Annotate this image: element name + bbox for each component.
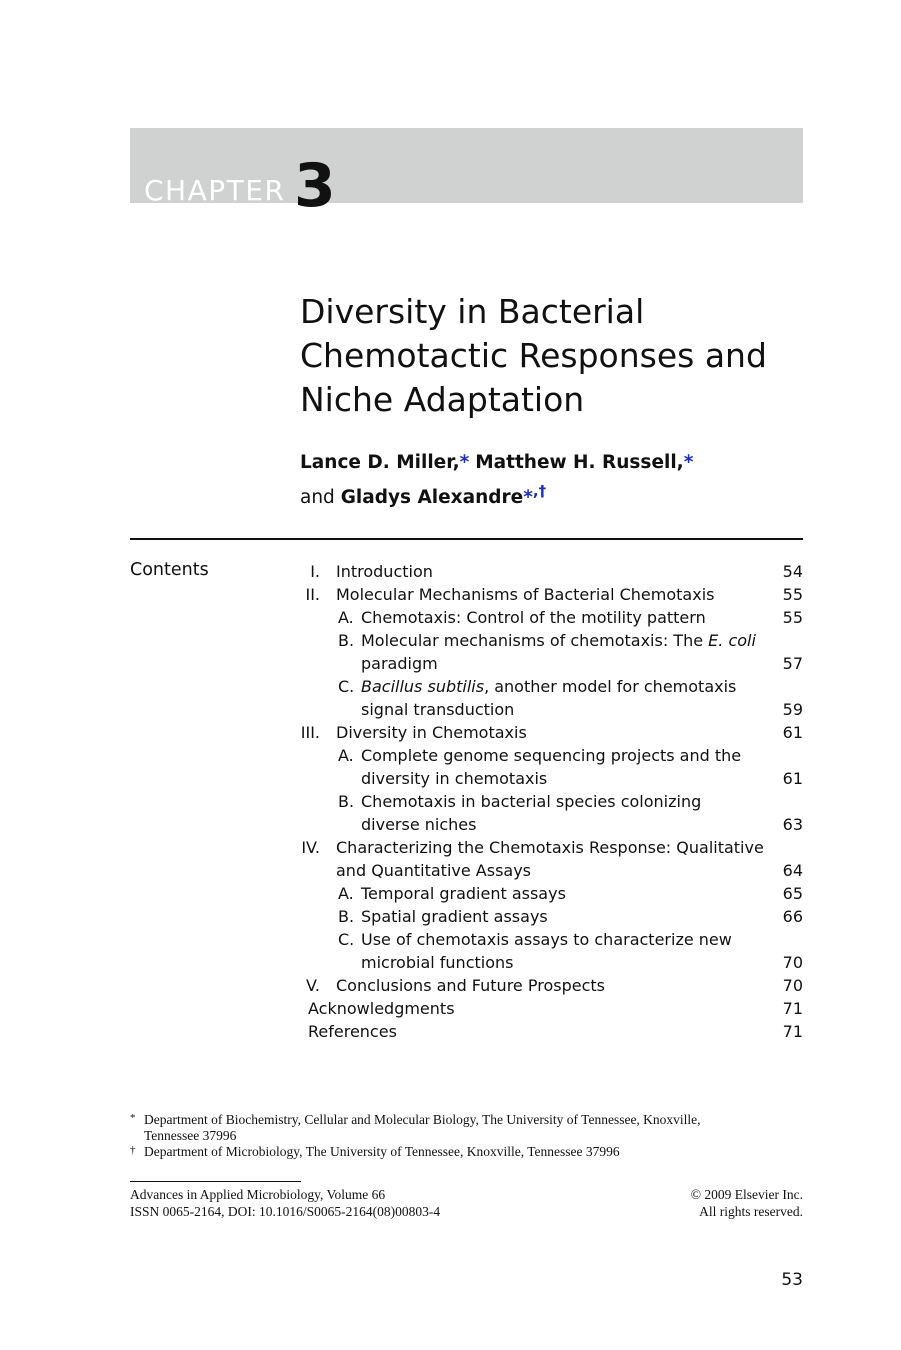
author-list (300, 448, 693, 512)
toc-title: Molecular mechanisms of chemotaxis: The E. coli (361, 631, 756, 650)
toc-entry[interactable] (300, 882, 803, 905)
affiliation-mark[interactable]: * (523, 487, 533, 509)
affiliation-mark[interactable]: † (538, 482, 547, 500)
toc-title: Conclusions and Future Prospects (336, 976, 605, 995)
title-line-2: Chemotactic Responses and (300, 336, 767, 375)
title-line-1: Diversity in Bacterial (300, 292, 645, 331)
toc-number: B. (338, 792, 355, 811)
toc-entry[interactable] (300, 767, 803, 790)
publication-left (130, 1186, 440, 1220)
toc-page-number: 61 (782, 723, 803, 742)
title-line-3: Niche Adaptation (300, 380, 585, 419)
toc-page-number: 57 (782, 654, 803, 673)
toc-number: C. (338, 930, 355, 949)
toc-title: Spatial gradient assays (361, 907, 548, 926)
toc-title: diverse niches (361, 815, 477, 834)
affiliation-mark[interactable]: * (683, 452, 694, 473)
toc-entry[interactable] (300, 721, 803, 744)
toc-page-number: 55 (782, 608, 803, 627)
toc-page-number: 70 (782, 953, 803, 972)
toc-entry[interactable] (300, 905, 803, 928)
author-name: Lance D. Miller, (300, 452, 460, 473)
affiliation-separator: , (532, 482, 539, 500)
toc-entry[interactable] (300, 928, 803, 951)
author-name: Matthew H. Russell, (475, 452, 684, 473)
toc-title: Chemotaxis in bacterial species colonizing (361, 792, 702, 811)
toc-entry[interactable] (300, 744, 803, 767)
toc-title: Temporal gradient assays (361, 884, 566, 903)
chapter-number: 3 (294, 151, 336, 221)
toc-page-number: 66 (782, 907, 803, 926)
copyright: © 2009 Elsevier Inc. (690, 1187, 803, 1202)
toc-title: and Quantitative Assays (336, 861, 532, 880)
toc-title: Characterizing the Chemotaxis Response: Qualitative (336, 838, 764, 857)
toc-page-number: 71 (782, 1022, 803, 1041)
footnote-symbol: * (130, 1112, 136, 1124)
toc-title: Diversity in Chemotaxis (336, 723, 527, 742)
toc-number: B. (338, 631, 355, 650)
toc-entry[interactable] (300, 951, 803, 974)
toc-entry[interactable] (300, 698, 803, 721)
toc-number: IV. (301, 838, 320, 857)
contents-heading: Contents (130, 560, 209, 580)
toc-title: paradigm (361, 654, 438, 673)
page-number: 53 (781, 1270, 803, 1290)
toc-number: II. (305, 585, 320, 604)
footnotes (130, 1112, 803, 1160)
toc-page-number: 70 (782, 976, 803, 995)
toc-title: microbial functions (361, 953, 514, 972)
toc-entry[interactable] (300, 1020, 803, 1043)
toc-entry[interactable] (300, 606, 803, 629)
toc-title: References (308, 1022, 397, 1041)
toc-number: B. (338, 907, 355, 926)
toc-title: Molecular Mechanisms of Bacterial Chemotaxis (336, 585, 715, 604)
toc-entry[interactable] (300, 836, 803, 859)
toc-title: Complete genome sequencing projects and the (361, 746, 742, 765)
toc-title: diversity in chemotaxis (361, 769, 548, 788)
toc-page-number: 59 (782, 700, 803, 719)
toc-number: A. (338, 608, 354, 627)
toc-number: A. (338, 746, 354, 765)
toc-title: Bacillus subtilis, another model for chemotaxis (361, 677, 737, 696)
chapter-label: CHAPTER (144, 174, 286, 207)
footnote-text: Department of Biochemistry, Cellular and Molecular Biology, The University of Tennessee, Knoxville, (144, 1112, 701, 1127)
footnote-divider (130, 1181, 301, 1182)
toc-number: C. (338, 677, 355, 696)
toc-number: A. (338, 884, 354, 903)
footnote (130, 1144, 803, 1160)
toc-title: Chemotaxis: Control of the motility pattern (361, 608, 706, 627)
toc-entry[interactable] (300, 997, 803, 1020)
toc-entry[interactable] (300, 974, 803, 997)
toc-number: I. (310, 562, 320, 581)
author-name: Gladys Alexandre (340, 487, 524, 509)
toc-title: signal transduction (361, 700, 515, 719)
footnote-symbol: † (130, 1144, 136, 1156)
toc-entry[interactable] (300, 859, 803, 882)
toc-entry[interactable] (300, 652, 803, 675)
toc-page-number: 61 (782, 769, 803, 788)
toc-page-number: 65 (782, 884, 803, 903)
footnote (130, 1112, 803, 1144)
toc-entry[interactable] (300, 790, 803, 813)
toc-number: V. (306, 976, 320, 995)
toc-page-number: 63 (782, 815, 803, 834)
toc-title: Introduction (336, 562, 433, 581)
toc-entry[interactable] (300, 629, 803, 652)
toc-entry[interactable] (300, 583, 803, 606)
toc-entry[interactable] (300, 675, 803, 698)
issn-doi[interactable]: ISSN 0065-2164, DOI: 10.1016/S0065-2164(08)00803-4 (130, 1204, 441, 1219)
table-of-contents (300, 560, 803, 1043)
rights-statement: All rights reserved. (699, 1204, 803, 1219)
toc-title: Acknowledgments (308, 999, 455, 1018)
journal-info: Advances in Applied Microbiology, Volume 66 (130, 1187, 386, 1202)
toc-entry[interactable] (300, 560, 803, 583)
publication-right (691, 1186, 803, 1220)
toc-page-number: 71 (782, 999, 803, 1018)
author-conjunction: and (300, 487, 335, 509)
chapter-title (300, 290, 800, 422)
contents-divider (130, 538, 803, 540)
footnote-text: Department of Microbiology, The University of Tennessee, Knoxville, Tennessee 37996 (144, 1144, 620, 1159)
toc-number: III. (300, 723, 320, 742)
toc-entry[interactable] (300, 813, 803, 836)
footnote-text: Tennessee 37996 (144, 1128, 237, 1143)
toc-page-number: 54 (782, 562, 803, 581)
affiliation-mark[interactable]: * (459, 452, 470, 473)
toc-page-number: 64 (782, 861, 803, 880)
toc-page-number: 55 (782, 585, 803, 604)
toc-title: Use of chemotaxis assays to characterize new (361, 930, 732, 949)
